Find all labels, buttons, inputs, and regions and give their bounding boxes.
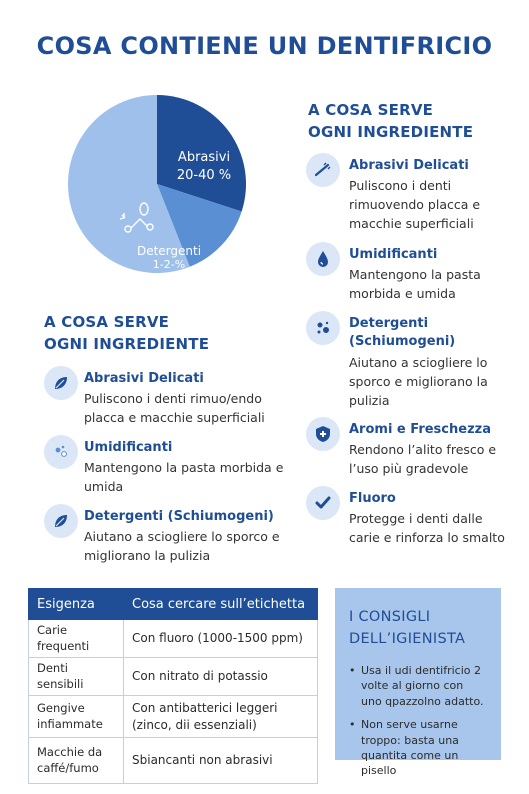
left-section-heading <box>44 312 209 356</box>
table-header-row <box>29 589 318 620</box>
tips-heading-line1: I CONSIGLI <box>349 609 431 625</box>
left-heading-line1: A COSA SERVE <box>44 313 170 331</box>
left-item-name: Detergenti (Schiumogeni) <box>84 509 274 524</box>
right-heading-line1: A COSA SERVE <box>308 101 434 119</box>
pie-label-detergenti-value: 1-2-% <box>152 258 186 272</box>
bubbles-icon <box>306 311 340 345</box>
tips-heading <box>349 606 487 651</box>
left-item-detergenti <box>44 504 284 564</box>
toothbrush-icon <box>306 153 340 187</box>
table-cell: Denti sensibili <box>29 658 124 696</box>
left-item-desc: Aiutano a sciogliere lo sporco e migliorano la pulizia <box>84 529 280 563</box>
table-cell: Con antibatterici leggeri (zinco, dii essenziali) <box>124 696 318 738</box>
table-header: Cosa cercare sull’etichetta <box>124 589 318 620</box>
right-section-heading <box>308 100 473 144</box>
right-heading-line2: OGNI INGREDIENTE <box>308 122 474 141</box>
checkmark-icon <box>306 486 340 520</box>
table-cell: Con fluoro (1000-1500 ppm) <box>124 620 318 658</box>
left-item-desc: Mantengono la pasta morbida e umida <box>84 460 284 494</box>
right-item-desc: Protegge i denti dalle carie e rinforza lo smalto <box>349 511 505 545</box>
leaf-icon <box>44 504 78 538</box>
left-item-name: Umidificanti <box>84 440 173 455</box>
label-guide-table <box>28 588 318 784</box>
right-item-desc: Mantengono la pasta morbida e umida <box>349 267 481 301</box>
left-heading-line2: OGNI INGREDIENTE <box>44 334 210 353</box>
pie-label-detergenti <box>124 244 214 272</box>
table-header: Esigenza <box>29 589 124 620</box>
left-item-desc: Puliscono i denti rimuo/endo placca e macchie superficiali <box>84 391 265 425</box>
hygienist-tips-box <box>335 588 501 778</box>
tips-list <box>349 663 487 779</box>
table-cell: Macchie da caffé/fumo <box>29 738 124 784</box>
left-item-name: Abrasivi Delicati <box>84 371 204 386</box>
table-row <box>29 696 318 738</box>
right-item-umidificanti <box>306 242 516 302</box>
right-item-aromi <box>306 417 516 477</box>
shield-plus-icon <box>306 417 340 451</box>
tip-item: • Usa il udi dentifricio 2 volte al giorno con uno qpazzolno adatto. <box>349 663 487 709</box>
table-row <box>29 620 318 658</box>
right-item-name: Umidificanti <box>349 247 438 262</box>
dots-icon <box>44 435 78 469</box>
left-item-abrasivi <box>44 366 284 426</box>
pie-label-abrasivi <box>162 149 246 184</box>
molecule-icon <box>118 201 164 241</box>
right-item-name: Abrasivi Delicati <box>349 158 469 173</box>
table-cell: Con nitrato di potassio <box>124 658 318 696</box>
right-item-name: Fluoro <box>349 491 396 506</box>
table-row <box>29 738 318 784</box>
right-item-fluoro <box>306 486 516 546</box>
page-title: COSA CONTIENE UN DENTIFRICIO <box>36 32 493 60</box>
pie-label-abrasivi-name: Abrasivi <box>177 150 231 165</box>
ingredient-pie-chart <box>62 93 252 275</box>
right-item-desc: Rendono l’alito fresco e l’uso più gradevole <box>349 442 497 476</box>
table-cell: Carie frequenti <box>29 620 124 658</box>
right-item-name: Aromi e Freschezza <box>349 422 491 437</box>
pie-label-detergenti-name: Detergenti <box>136 244 202 258</box>
leaf-icon <box>44 366 78 400</box>
right-item-desc: Puliscono i denti rimuovendo placca e macchie superficiali <box>349 178 481 231</box>
table-cell: Sbiancanti non abrasivi <box>124 738 318 784</box>
left-item-umidificanti <box>44 435 284 495</box>
table-cell: Gengive infiammate <box>29 696 124 738</box>
pie-label-abrasivi-value: 20-40 % <box>176 167 232 183</box>
droplet-icon <box>306 242 340 276</box>
table-row <box>29 658 318 696</box>
right-item-detergenti <box>306 311 516 411</box>
right-item-desc: Aiutano a sciogliere lo sporco e migliorano la pulizia <box>349 355 488 408</box>
tip-item: • Non serve usarne troppo: basta una quantita come un pisello <box>349 717 487 779</box>
right-item-name: Detergenti (Schiumogeni) <box>349 316 456 349</box>
tips-heading-line2: DELL’IGIENISTA <box>349 631 466 648</box>
right-item-abrasivi <box>306 153 516 233</box>
